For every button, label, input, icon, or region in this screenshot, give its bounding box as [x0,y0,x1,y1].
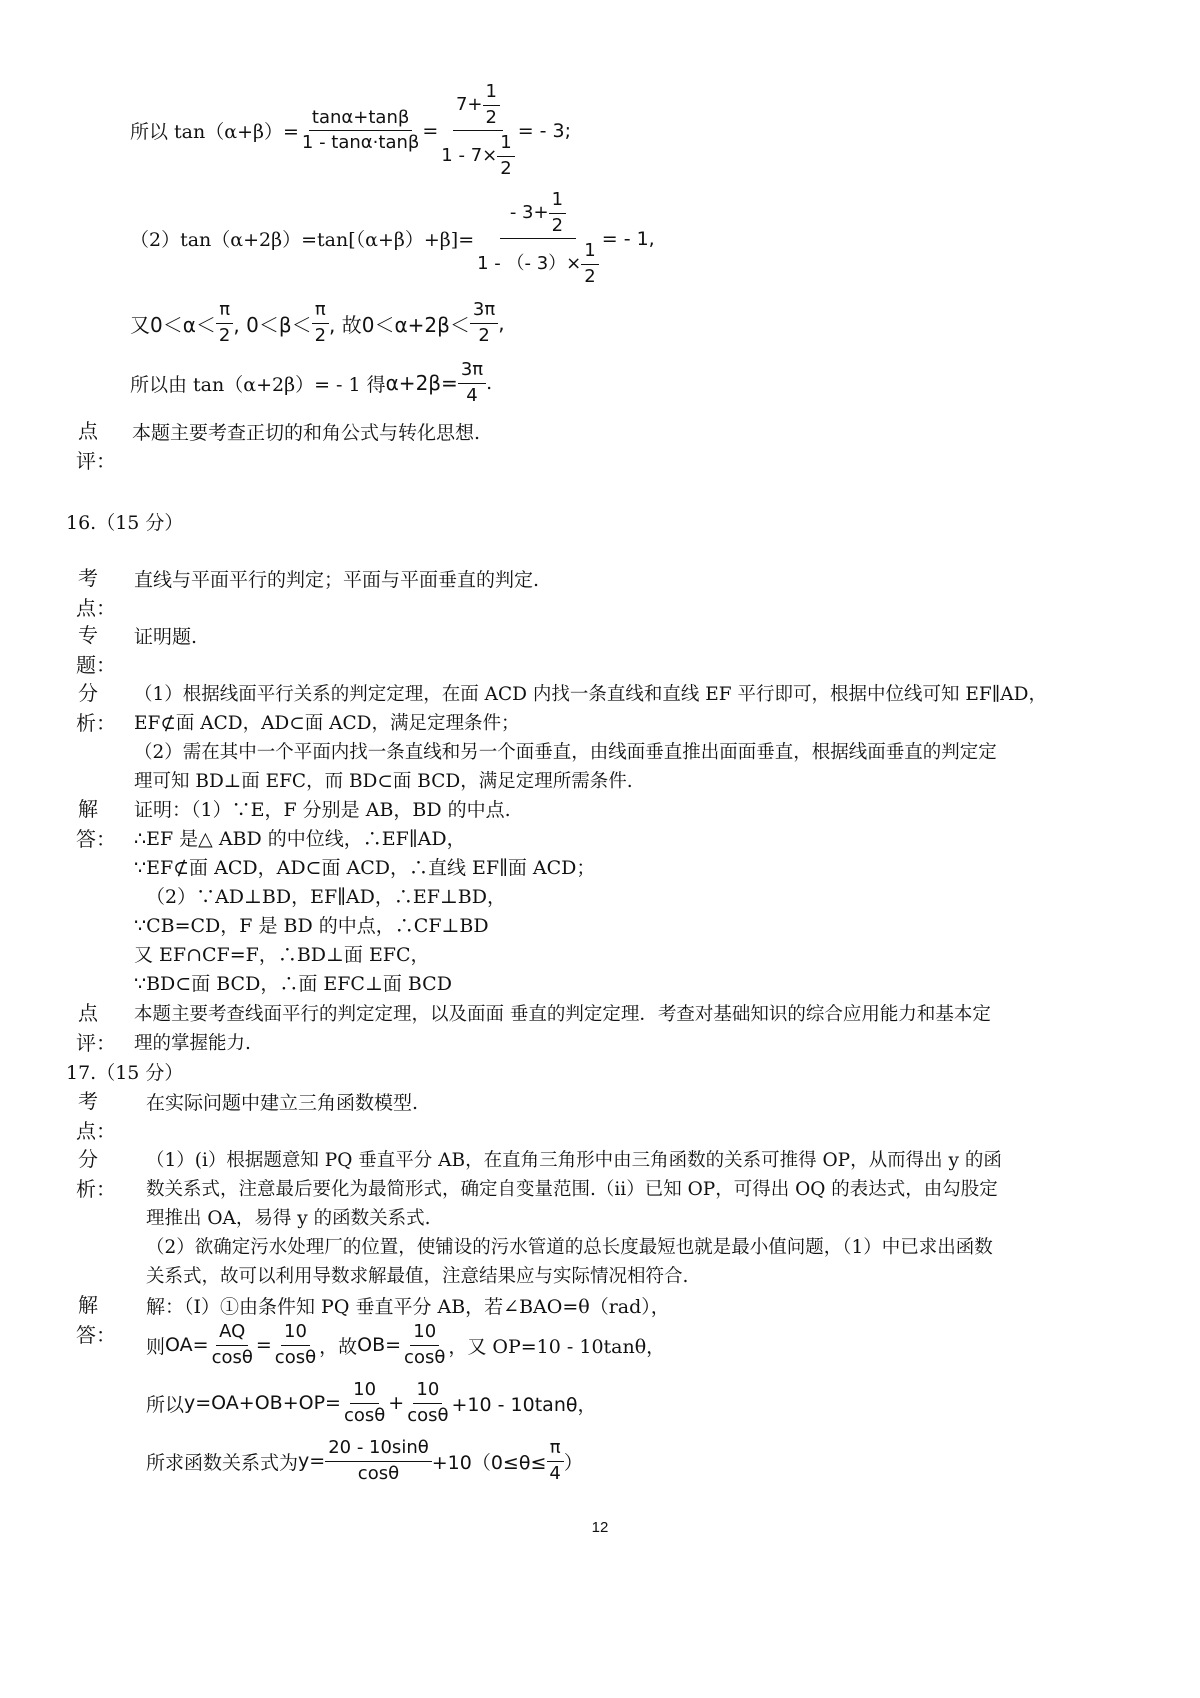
q17-kaodian-label: 考点： [76,1089,116,1143]
tan-sum-formula-fraction: $\frac{\tan\alpha+\tan\beta}{1 - \tan\alpha\cdot\tan\beta}$ [301,106,420,154]
q17-jieda-label: 解答： [76,1293,116,1347]
q17-line-function: 所求函数关系式为 y= $\frac{20 - 10\sin\theta}{\cos\theta}$ +10（0≤θ≤ $\frac{\pi}{4}$ ） [146,1437,583,1484]
q17-fenxi-text: （1）(i）根据题意知 PQ 垂直平分 AB，在直角三角形中由三角函数的关系可推得 OP，从而得出 y 的函 数关系式，注意最后要化为最简形式，确定自变量范围.（ii）已知 OP，可得出 OQ 的表达式，由勾股定 理推出 OA，易得 y 的函数关系式. （2）欲确定污水处理厂的位置，使铺设的污水管道的总长度最短也就是最小值问题，（1）中已求出函数 关系式，故可以利用导数求解最值，注意结果应与实际情况相符合. [146,1150,1002,1287]
q15-line-tan-sum: 所以 tan（α+β）= $\frac{\tan\alpha+\tan\beta}{1 - \tan\alpha\cdot\tan\beta}$ = 7+ $\frac{1}{2}$ 1 - 7× $\frac{1}{2}$ = - 3; [130,81,572,180]
q15-line-conclusion: 所以由 tan（α+2β）= - 1 得 α+2β= $\frac{3\pi}{4}$ . [130,359,493,406]
q16-kaodian-label: 考点： [76,566,116,620]
q16-dianping-text: 本题主要考查线面平行的判定定理，以及面面 垂直的判定定理．考查对基础知识的综合应用能力和基本定 理的掌握能力. [134,1004,991,1054]
q15-line-range: 又0＜α＜ $\frac{\pi}{2}$ , 0＜β＜ $\frac{\pi}{2}$ , 故0＜α+2β＜ $\frac{3\pi}{2}$ , [130,299,505,346]
q16-jieda-label: 解答： [76,797,116,851]
q15-comment-label: 点评： [76,419,116,473]
q16-zhuanti-text: 证明题. [134,626,198,648]
q17-heading: 17.（15 分） [66,1062,184,1084]
q16-fenxi-label: 分析： [76,681,116,735]
tan-alpha-2beta-fraction: - 3+ $\frac{1}{2}$ 1 - （- 3）× $\frac{1}{2}$ [474,190,602,288]
q16-dianping-label: 点评： [76,1001,116,1055]
q17-jieda-line1: 解：（Ⅰ）①由条件知 PQ 垂直平分 AB，若∠BAO=θ（rad）， [146,1296,670,1318]
q16-zhuanti-label: 专题： [76,623,116,677]
q15-comment-text: 本题主要考查正切的和角公式与转化思想. [132,422,481,444]
q15-l1-prefix: 所以 tan（α+β）= [130,121,299,144]
q16-fenxi-text: （1）根据线面平行关系的判定定理，在面 ACD 内找一条直线和直线 EF 平行即可，根据中位线可知 EF∥AD， EF⊄面 ACD，AD⊂面 ACD，满足定理条件； （2）需在其中一个平面内找一条直线和另一个面垂直，由线面垂直推出面面垂直，根据线面垂直的判定定 理可知 BD⊥面 EFC，而 BD⊂面 BCD，满足定理所需条件. [134,684,1047,792]
tan-sum-value-fraction: 7+ $\frac{1}{2}$ 1 - 7× $\frac{1}{2}$ [438,82,517,180]
q17-fenxi-label: 分析： [76,1147,116,1201]
q17-line-y-sum: 所以 y=OA+OB+OP= $\frac{10}{\cos\theta}$ + $\frac{10}{\cos\theta}$ +10 - 10tanθ， [146,1379,597,1426]
q16-kaodian-text: 直线与平面平行的判定；平面与平面垂直的判定. [134,569,540,591]
page-number: 12 [591,1519,609,1536]
q17-line-oa-ob: 则 OA= $\frac{AQ}{\cos\theta}$ = $\frac{10}{\cos\theta}$ ，故 OB= $\frac{10}{\cos\theta}$ ，又 OP=10 - 10tanθ， [146,1321,666,1368]
q16-heading: 16.（15 分） [66,512,184,534]
q15-line-tan-alpha-2beta: （2）tan（α+2β）=tan[（α+β）+β]= - 3+ $\frac{1}{2}$ 1 - （- 3）× $\frac{1}{2}$ = - 1, [130,189,655,288]
q16-jieda-text: 证明：（1）∵E，F 分别是 AB，BD 的中点. ∴EF 是△ ABD 的中位线，∴EF∥AD， ∵EF⊄面 ACD，AD⊂面 ACD，∴直线 EF∥面 ACD； （2）∵AD⊥BD，EF∥AD，∴EF⊥BD， ∵CB=CD，F 是 BD 的中点，∴CF⊥BD 又 EF∩CF=F，∴BD⊥面 EFC， ∵BD⊂面 BCD，∴面 EFC⊥面 BCD [134,799,596,995]
q17-kaodian-text: 在实际问题中建立三角函数模型. [146,1092,419,1114]
